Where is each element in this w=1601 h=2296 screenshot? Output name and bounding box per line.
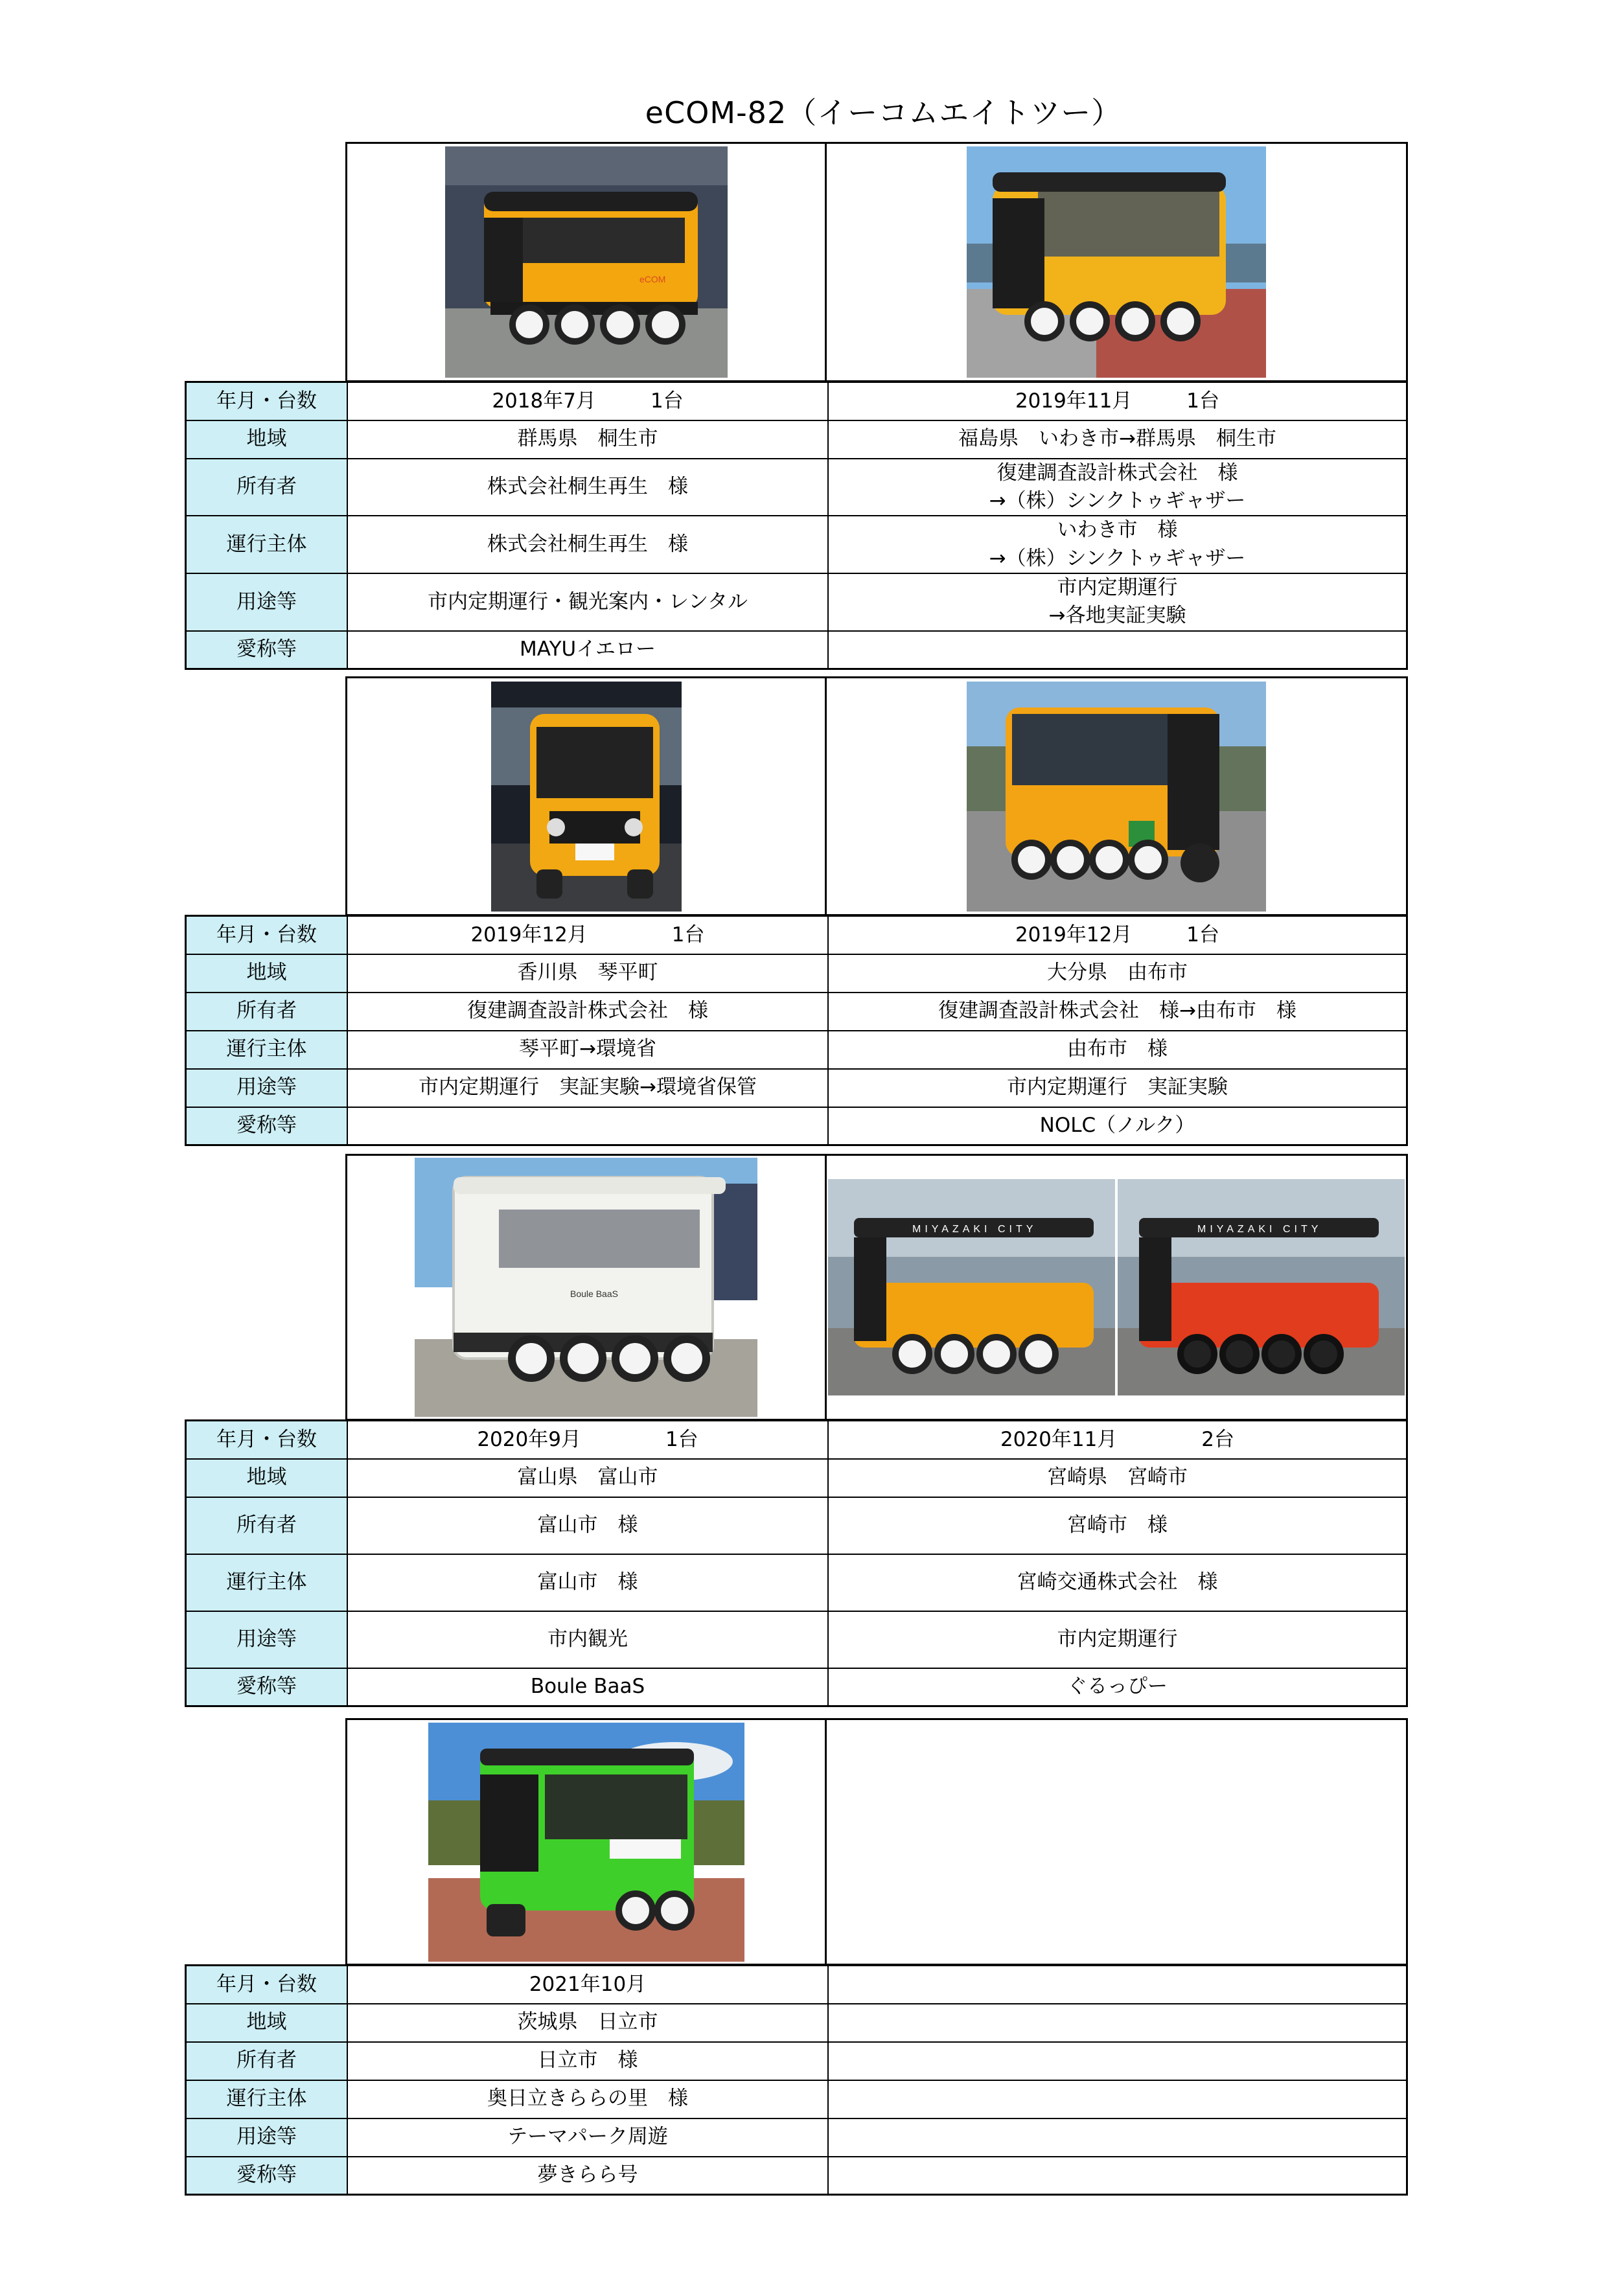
cell-nickname: ぐるっぴー (828, 1668, 1407, 1706)
cell-date-count: 2020年11月 2台 (828, 1421, 1407, 1459)
label-nickname: 愛称等 (186, 1668, 348, 1706)
cell-date-count: 2019年12月 1台 (347, 916, 828, 954)
cell-nickname: NOLC（ノルク） (828, 1107, 1407, 1145)
label-operator: 運行主体 (186, 516, 348, 573)
label-date-count: 年月・台数 (186, 1421, 348, 1459)
cell-owner (828, 2042, 1407, 2080)
label-region: 地域 (186, 420, 348, 459)
photo-cell-3-left (347, 1156, 827, 1419)
label-owner: 所有者 (186, 1497, 348, 1554)
bus-photo-hitachi (428, 1723, 744, 1962)
bus-photo-iwaki (967, 146, 1266, 378)
label-date-count: 年月・台数 (186, 916, 348, 954)
cell-usage (828, 2118, 1407, 2157)
page-title: eCOM-82（イーコムエイトツー） (645, 95, 1122, 130)
cell-usage: 市内定期運行 実証実験 (828, 1069, 1407, 1107)
cell-owner: 日立市 様 (347, 2042, 828, 2080)
svg-text:eCOM: eCOM (639, 274, 665, 284)
cell-owner: 宮崎市 様 (828, 1497, 1407, 1554)
cell-usage: 市内定期運行 →各地実証実験 (828, 573, 1407, 631)
cell-date-count: 2019年11月 1台 (828, 382, 1407, 420)
cell-nickname: Boule BaaS (347, 1668, 828, 1706)
svg-text:MIYAZAKI CITY: MIYAZAKI CITY (1197, 1224, 1322, 1235)
label-nickname: 愛称等 (186, 2157, 348, 2195)
cell-region: 宮崎県 宮崎市 (828, 1459, 1407, 1497)
label-nickname: 愛称等 (186, 1107, 348, 1145)
cell-operator: 由布市 様 (828, 1031, 1407, 1069)
info-table-3 (185, 1419, 1408, 1707)
label-date-count: 年月・台数 (186, 1966, 348, 2004)
svg-text:Boule BaaS: Boule BaaS (570, 1289, 618, 1299)
label-nickname: 愛称等 (186, 631, 348, 669)
photo-cell-1-left (347, 144, 827, 380)
label-owner: 所有者 (186, 2042, 348, 2080)
info-table-4 (185, 1964, 1408, 2196)
cell-nickname (828, 631, 1407, 669)
cell-operator: 株式会社桐生再生 様 (347, 516, 828, 573)
cell-date-count: 2018年7月 1台 (347, 382, 828, 420)
photo-row-4 (345, 1718, 1408, 1966)
cell-operator: いわき市 様 →（株）シンクトゥギャザー (828, 516, 1407, 573)
bus-photo-kiryu (445, 146, 728, 378)
cell-operator: 富山市 様 (347, 1554, 828, 1611)
label-usage: 用途等 (186, 1611, 348, 1668)
bus-photo-toyama (415, 1158, 757, 1417)
cell-nickname (347, 1107, 828, 1145)
cell-owner: 復建調査設計株式会社 様 (347, 993, 828, 1031)
label-usage: 用途等 (186, 1069, 348, 1107)
photo-row-2 (345, 676, 1408, 916)
cell-operator: 宮崎交通株式会社 様 (828, 1554, 1407, 1611)
cell-operator: 奥日立きららの里 様 (347, 2080, 828, 2118)
label-operator: 運行主体 (186, 1031, 348, 1069)
cell-owner: 復建調査設計株式会社 様 →（株）シンクトゥギャザー (828, 459, 1407, 516)
cell-operator: 琴平町→環境省 (347, 1031, 828, 1069)
label-region: 地域 (186, 1459, 348, 1497)
info-table-2 (185, 915, 1408, 1146)
cell-region: 富山県 富山市 (347, 1459, 828, 1497)
cell-owner: 株式会社桐生再生 様 (347, 459, 828, 516)
photo-row-1 (345, 142, 1408, 382)
bus-photo-yufu (967, 682, 1266, 912)
cell-date-count: 2021年10月 (347, 1966, 828, 2004)
cell-usage: 市内定期運行 実証実験→環境省保管 (347, 1069, 828, 1107)
bus-photo-kotohira (491, 682, 682, 912)
cell-region: 香川県 琴平町 (347, 954, 828, 993)
cell-usage: 市内定期運行・観光案内・レンタル (347, 573, 828, 631)
cell-nickname (828, 2157, 1407, 2195)
photo-cell-3-right (827, 1156, 1406, 1419)
photo-cell-4-left (347, 1720, 827, 1964)
cell-usage: 市内観光 (347, 1611, 828, 1668)
cell-nickname: MAYUイエロー (347, 631, 828, 669)
cell-nickname: 夢きらら号 (347, 2157, 828, 2195)
svg-text:MIYAZAKI CITY: MIYAZAKI CITY (912, 1224, 1037, 1235)
cell-owner: 復建調査設計株式会社 様→由布市 様 (828, 993, 1407, 1031)
cell-region: 茨城県 日立市 (347, 2004, 828, 2042)
label-owner: 所有者 (186, 459, 348, 516)
cell-usage: テーマパーク周遊 (347, 2118, 828, 2157)
label-usage: 用途等 (186, 573, 348, 631)
cell-region (828, 2004, 1407, 2042)
cell-region: 福島県 いわき市→群馬県 桐生市 (828, 420, 1407, 459)
cell-owner: 富山市 様 (347, 1497, 828, 1554)
cell-region: 大分県 由布市 (828, 954, 1407, 993)
cell-operator (828, 2080, 1407, 2118)
photo-cell-2-right (827, 678, 1406, 914)
label-owner: 所有者 (186, 993, 348, 1031)
cell-region: 群馬県 桐生市 (347, 420, 828, 459)
cell-date-count: 2020年9月 1台 (347, 1421, 828, 1459)
cell-date-count: 2019年12月 1台 (828, 916, 1407, 954)
bus-photo-miyazaki (828, 1179, 1405, 1395)
cell-date-count (828, 1966, 1407, 2004)
photo-row-3 (345, 1154, 1408, 1421)
label-region: 地域 (186, 2004, 348, 2042)
cell-usage: 市内定期運行 (828, 1611, 1407, 1668)
info-table-1 (185, 381, 1408, 670)
label-region: 地域 (186, 954, 348, 993)
label-operator: 運行主体 (186, 1554, 348, 1611)
photo-cell-4-right (827, 1720, 1406, 1964)
photo-cell-2-left (347, 678, 827, 914)
photo-cell-1-right (827, 144, 1406, 380)
label-usage: 用途等 (186, 2118, 348, 2157)
label-operator: 運行主体 (186, 2080, 348, 2118)
label-date-count: 年月・台数 (186, 382, 348, 420)
